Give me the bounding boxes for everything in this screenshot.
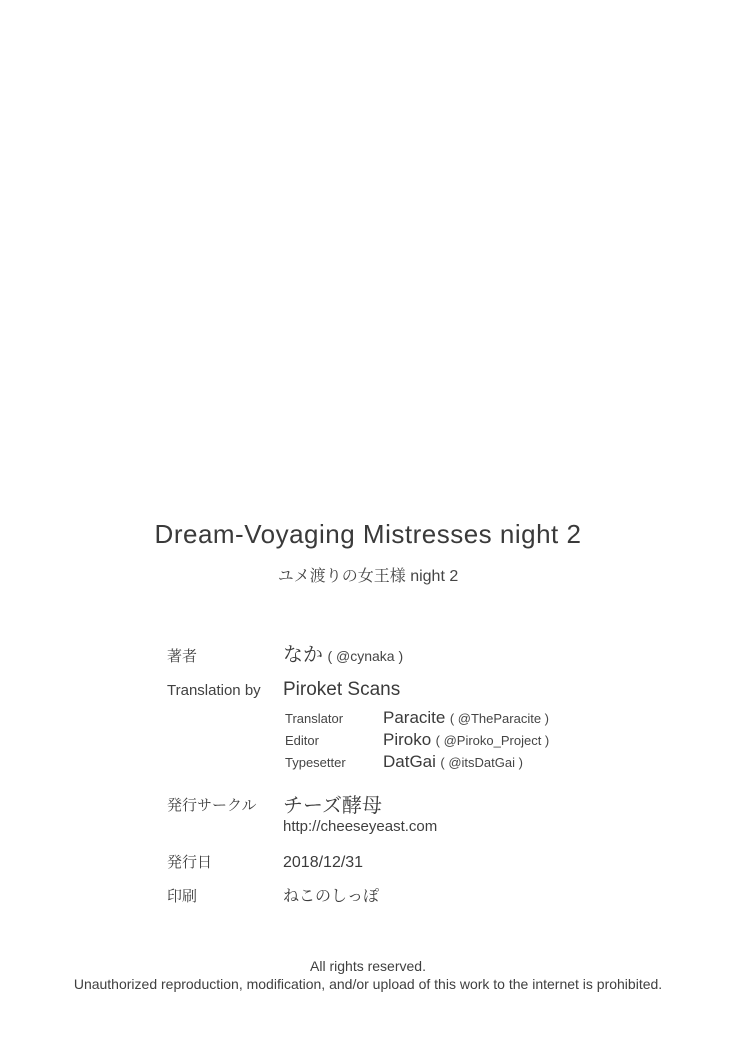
author-row bbox=[167, 638, 403, 667]
publishing-circle-label: 発行サークル bbox=[167, 797, 257, 814]
publish-date-row bbox=[167, 851, 363, 872]
translator-role-label: Translator bbox=[285, 711, 344, 726]
page-title: Dream-Voyaging Mistresses night 2 bbox=[154, 519, 582, 549]
publishing-circle-row bbox=[167, 794, 437, 836]
publish-date-value: 2018/12/31 bbox=[283, 854, 364, 871]
printing-company-value: ねこのしっぽ bbox=[283, 888, 380, 905]
printing-label: 印刷 bbox=[167, 888, 198, 905]
page-subtitle-japanese: ユメ渡りの女王様 night 2 bbox=[277, 568, 459, 585]
typesetter-name: DatGai bbox=[383, 752, 436, 771]
translator-twitter-handle: ( @TheParacite ) bbox=[449, 711, 549, 726]
author-name: なか bbox=[283, 644, 323, 666]
editor-row bbox=[285, 730, 549, 750]
translation-group-name: Piroket Scans bbox=[283, 679, 401, 700]
rights-reserved-line: All rights reserved. bbox=[310, 958, 426, 974]
author-twitter-handle: ( @cynaka ) bbox=[327, 648, 404, 664]
typesetter-role-label: Typesetter bbox=[285, 755, 346, 770]
translator-name: Paracite bbox=[383, 708, 446, 727]
typesetter-twitter-handle: ( @itsDatGai ) bbox=[440, 755, 523, 770]
prohibition-line: Unauthorized reproduction, modification, and/or upload of this work to the internet is prohibited. bbox=[73, 976, 663, 992]
printing-row bbox=[167, 883, 379, 906]
editor-twitter-handle: ( @Piroko_Project ) bbox=[435, 733, 550, 748]
publishing-circle-name: チーズ酵母 bbox=[283, 795, 382, 817]
editor-name: Piroko bbox=[383, 730, 432, 749]
typesetter-row bbox=[285, 752, 523, 772]
publishing-circle-url: http://cheeseyeast.com bbox=[283, 818, 438, 835]
translation-row bbox=[167, 679, 400, 701]
publish-date-label: 発行日 bbox=[167, 854, 213, 871]
editor-role-label: Editor bbox=[285, 733, 319, 748]
author-label: 著者 bbox=[167, 648, 198, 665]
translator-row bbox=[285, 708, 549, 728]
translation-label: Translation by bbox=[167, 682, 261, 699]
copyright-footer bbox=[0, 957, 736, 993]
